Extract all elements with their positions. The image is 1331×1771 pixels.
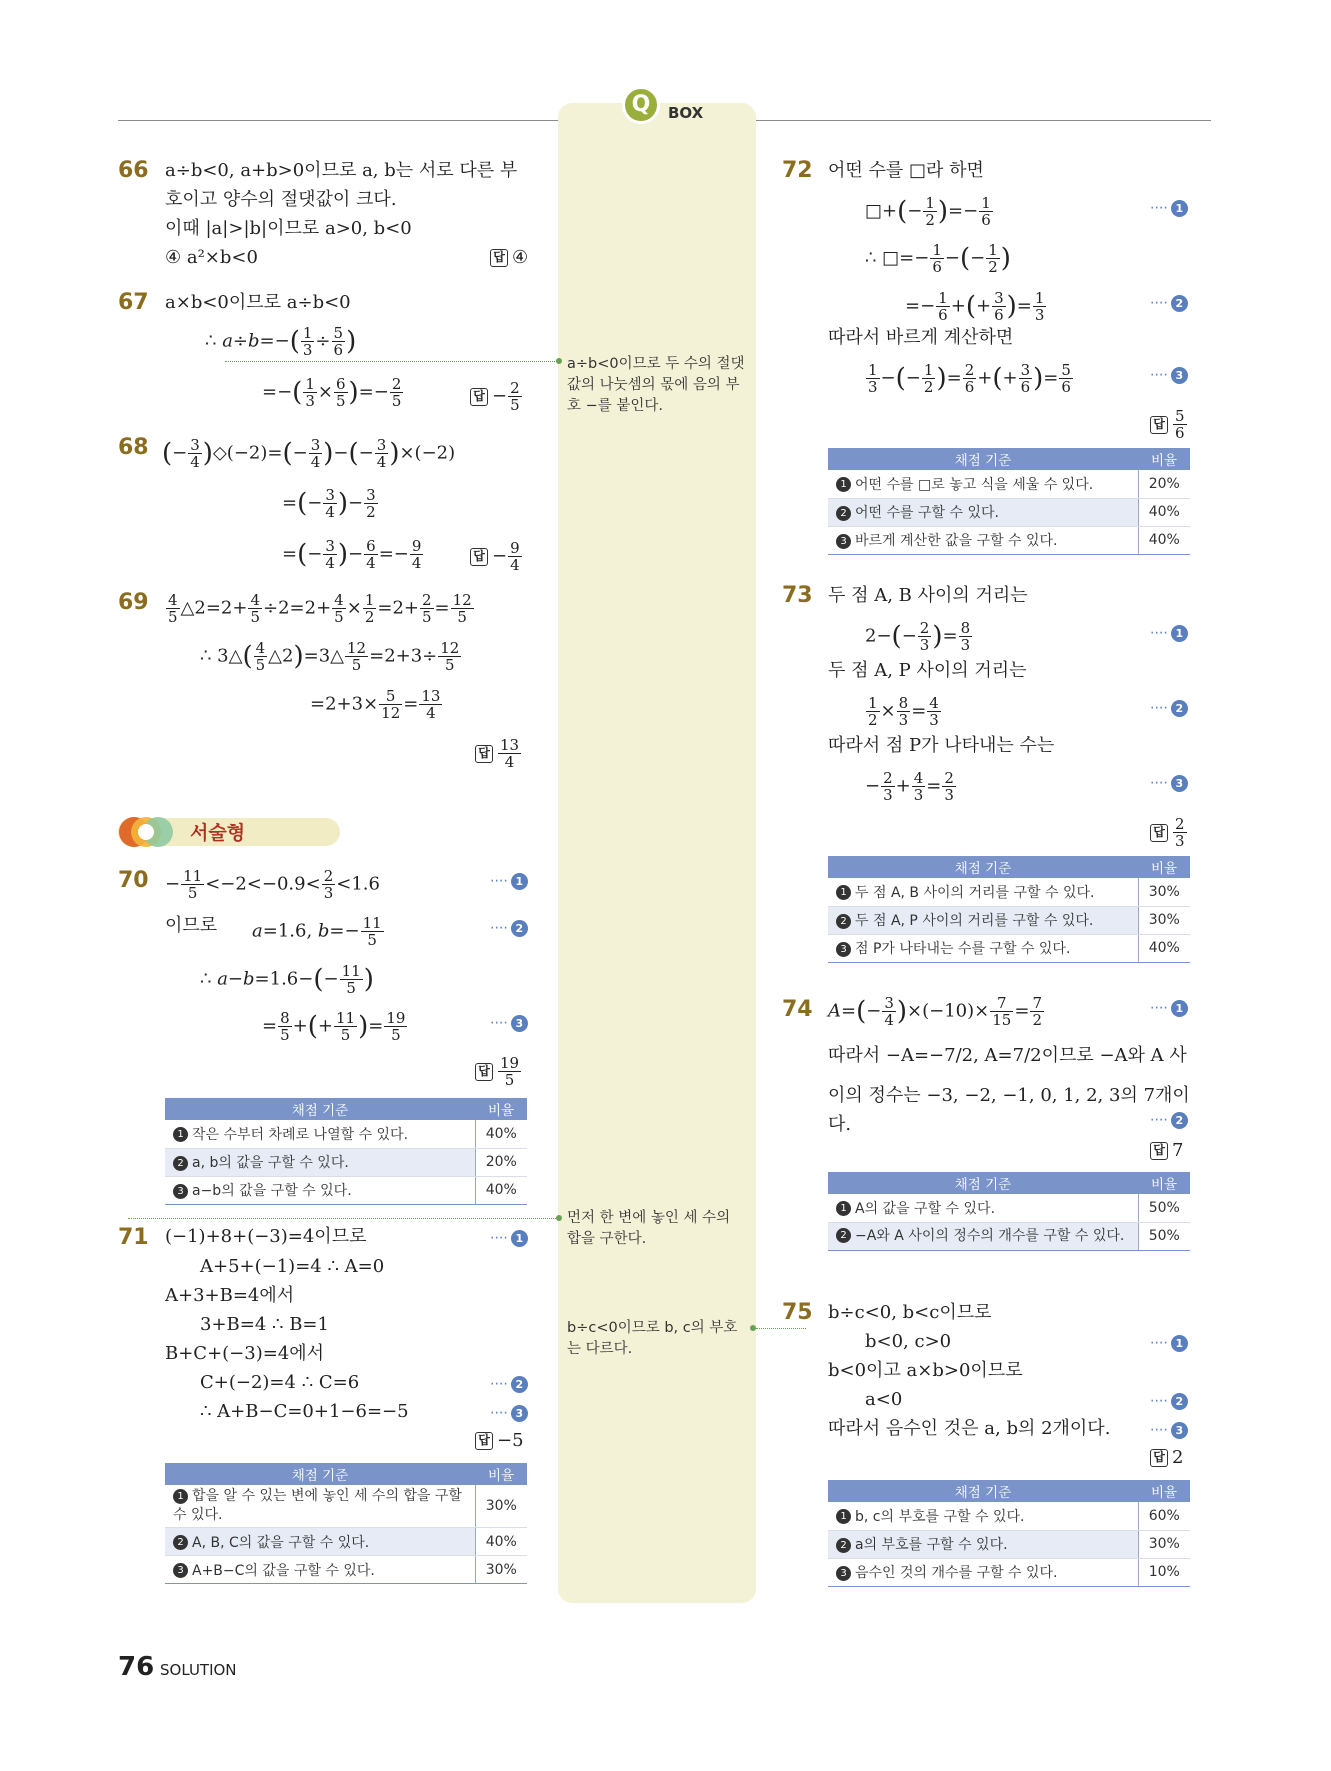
answer: 답 − $\frac{2}{5}$	[470, 380, 523, 413]
side-note: b÷c<0이므로 b, c의 부호는 다르다.	[567, 1320, 738, 1357]
math-line: = $\frac{8}{5}$ +(+ $\frac{11}{5}$ )= $\frac{19}{5}$	[262, 1009, 406, 1044]
text-line: 따라서 음수인 것은 a, b의 2개이다.	[828, 1418, 1111, 1439]
rate-header: 비율	[1138, 448, 1190, 470]
table-row: 2 두 점 A, P 사이의 거리를 구할 수 있다. 30%	[828, 906, 1190, 934]
qbox-label: BOX	[668, 104, 704, 122]
grading-table	[828, 1480, 1190, 1587]
table-row: 2 어떤 수를 구할 수 있다. 40%	[828, 498, 1190, 526]
grading-table	[165, 1098, 527, 1205]
step-marker: ···· 2	[1150, 700, 1188, 717]
math-line: □+(− $\frac{1}{2}$ )=− $\frac{1}{6}$	[865, 194, 991, 229]
grading-table	[165, 1463, 527, 1584]
math-line: $\frac{1}{3}$ −(− $\frac{1}{2}$ )= $\frac{2}{6}$ +(+ $\frac{3}{6}$ )= $\frac{5}{6}$	[868, 361, 1071, 396]
step-marker: ···· 3	[1150, 775, 1188, 792]
answer-icon: 답	[475, 745, 493, 763]
step-marker: ···· 1	[1150, 1335, 1188, 1352]
problem-number: 67	[118, 290, 149, 315]
answer-icon: 답	[475, 1432, 493, 1450]
math-line: =−( $\frac{1}{3}$ × $\frac{6}{5}$ )=− $\frac{2}{5}$	[262, 375, 402, 410]
math-line: =(− $\frac{3}{4}$ )− $\frac{3}{2}$	[282, 486, 376, 521]
math-line: $\frac{4}{5}$ △2=2+ $\frac{4}{5}$ ÷2=2+ $\frac{4}{5}$ × $\frac{1}{2}$ =2+ $\frac{2}{5}$ = $\frac{12}{5}$	[168, 591, 472, 626]
answer: 답 −5	[475, 1430, 524, 1452]
step-marker: ···· 2	[490, 920, 528, 937]
text-line: 두 점 A, P 사이의 거리는	[828, 660, 1027, 681]
text-line: 따라서 바르게 계산하면	[828, 327, 1014, 348]
answer-icon: 답	[475, 1063, 493, 1081]
answer-icon: 답	[470, 388, 488, 406]
step-marker: ···· 3	[1150, 367, 1188, 384]
problem-number: 74	[782, 997, 813, 1022]
table-row: 1 A의 값을 구할 수 있다. 50%	[828, 1194, 1190, 1222]
problem-number: 71	[118, 1225, 149, 1250]
page-number: 76	[118, 1652, 155, 1682]
text-line: (−1)+8+(−3)=4이므로	[165, 1226, 367, 1247]
criteria-header: 채점 기준	[165, 1463, 475, 1485]
step-marker: ···· 1	[1150, 625, 1188, 642]
qbox-column	[558, 103, 756, 1603]
step-marker: ···· 1	[490, 873, 528, 890]
table-row: 1 합을 알 수 있는 변에 놓인 세 수의 합을 구할 수 있다. 30%	[165, 1485, 527, 1528]
math-line: ∴ a−b=1.6−(− $\frac{11}{5}$ )	[200, 962, 374, 997]
text-line: 어떤 수를 □라 하면	[828, 160, 984, 181]
rate-header: 비율	[1138, 856, 1190, 878]
problem-number: 66	[118, 158, 149, 183]
text-line: ∴ A+B−C=0+1−6=−5	[200, 1401, 409, 1422]
table-row: 3 바르게 계산한 값을 구할 수 있다. 40%	[828, 526, 1190, 554]
math-line: =− $\frac{1}{6}$ +(+ $\frac{3}{6}$ )= $\frac{1}{3}$	[905, 289, 1045, 324]
answer-icon: 답	[490, 249, 508, 267]
step-marker: ···· 1	[1150, 1000, 1188, 1017]
footer-label: SOLUTION	[160, 1661, 237, 1679]
problem-number: 72	[782, 158, 813, 183]
math-line: ∴ 3△( $\frac{4}{5}$ △2)=3△ $\frac{12}{5}$ =2+3÷ $\frac{12}{5}$	[200, 639, 460, 674]
criteria-header: 채점 기준	[828, 1480, 1138, 1502]
step-marker: ···· 2	[1150, 1393, 1188, 1410]
text-line: A+5+(−1)=4 ∴ A=0	[200, 1256, 385, 1277]
table-row: 3 음수인 것의 개수를 구할 수 있다. 10%	[828, 1558, 1190, 1586]
table-row: 2 a, b의 값을 구할 수 있다. 20%	[165, 1148, 527, 1176]
rate-header: 비율	[1138, 1172, 1190, 1194]
essay-icon	[118, 812, 178, 852]
criteria-header: 채점 기준	[165, 1098, 475, 1120]
step-marker: ···· 3	[490, 1015, 528, 1032]
text-line: A+3+B=4에서	[165, 1285, 295, 1306]
side-note: 먼저 한 변에 놓인 세 수의 합을 구한다.	[567, 1210, 731, 1247]
text-line: b<0이고 a×b>0이므로	[828, 1360, 1023, 1381]
problem-number: 75	[782, 1300, 813, 1325]
criteria-header: 채점 기준	[828, 1172, 1138, 1194]
text-line: 호이고 양수의 절댓값이 크다.	[165, 189, 397, 210]
table-row: 3 점 P가 나타내는 수를 구할 수 있다. 40%	[828, 934, 1190, 962]
problem-number: 70	[118, 868, 149, 893]
problem-number: 73	[782, 583, 813, 608]
text-line: C+(−2)=4 ∴ C=6	[200, 1372, 360, 1393]
math-line: =2+3× $\frac{5}{12}$ = $\frac{13}{4}$	[310, 687, 441, 722]
table-row: 1 두 점 A, B 사이의 거리를 구할 수 있다. 30%	[828, 878, 1190, 906]
text-line: a<0	[865, 1389, 903, 1410]
math-line: a=1.6, b=− $\frac{11}{5}$	[252, 914, 382, 949]
answer-icon: 답	[1150, 1449, 1168, 1467]
answer: 답 $\frac{13}{4}$	[475, 737, 522, 770]
text-line: b÷c<0, b<c이므로	[828, 1302, 992, 1323]
table-row: 2 A, B, C의 값을 구할 수 있다. 40%	[165, 1528, 527, 1556]
step-marker: ···· 3	[1150, 1422, 1188, 1439]
answer-icon: 답	[1150, 824, 1168, 842]
text-line: 이때 |a|>|b|이므로 a>0, b<0	[165, 218, 412, 239]
math-line: − $\frac{2}{3}$ + $\frac{4}{3}$ = $\frac{2}{3}$	[865, 769, 954, 804]
math-line: ∴ □=− $\frac{1}{6}$ −(− $\frac{1}{2}$ )	[865, 241, 1011, 276]
grading-table	[828, 856, 1190, 963]
math-line: ∴ a÷b=−( $\frac{1}{3}$ ÷ $\frac{5}{6}$ )	[205, 324, 357, 359]
answer	[490, 247, 528, 269]
answer-icon: 답	[470, 548, 488, 566]
text-line: 두 점 A, B 사이의 거리는	[828, 585, 1028, 606]
text-line: 이의 정수는 −3, −2, −1, 0, 1, 2, 3의 7개이	[828, 1085, 1190, 1106]
note-connector	[225, 361, 559, 362]
rate-header: 비율	[475, 1098, 527, 1120]
answer: 답 7	[1150, 1140, 1183, 1162]
criteria-header: 채점 기준	[828, 856, 1138, 878]
text-line: ④ a²×b<0	[165, 247, 258, 268]
math-line: A=(− $\frac{3}{4}$ )×(−10)× $\frac{7}{15}$ = $\frac{7}{2}$	[828, 994, 1042, 1029]
math-line: − $\frac{11}{5}$ <−2<−0.9< $\frac{2}{3}$ <1.6	[165, 867, 380, 902]
math-line: (− $\frac{3}{4}$ )◇(−2)=(− $\frac{3}{4}$ )−(− $\frac{3}{4}$ )×(−2)	[162, 436, 456, 471]
step-marker: ···· 2	[1150, 1112, 1188, 1129]
rate-header: 비율	[475, 1463, 527, 1485]
essay-label: 서술형	[190, 822, 246, 844]
problem-number: 68	[118, 435, 149, 460]
answer: 답 $\frac{5}{6}$	[1150, 408, 1188, 441]
text-line: 3+B=4 ∴ B=1	[200, 1314, 329, 1335]
text-line: 따라서 점 P가 나타내는 수는	[828, 735, 1055, 756]
step-marker: ···· 2	[1150, 295, 1188, 312]
table-row: 2 −A와 A 사이의 정수의 개수를 구할 수 있다. 50%	[828, 1222, 1190, 1250]
answer: 답 − $\frac{9}{4}$	[470, 540, 523, 573]
note-dot	[556, 358, 562, 364]
step-marker: ···· 1	[1150, 200, 1188, 217]
note-connector	[756, 1328, 806, 1329]
table-row: 3 a−b의 값을 구할 수 있다. 40%	[165, 1176, 527, 1204]
table-row: 2 a의 부호를 구할 수 있다. 30%	[828, 1530, 1190, 1558]
answer-icon: 답	[1150, 1142, 1168, 1160]
step-marker: ···· 3	[490, 1405, 528, 1422]
answer: 답 $\frac{2}{3}$	[1150, 816, 1188, 849]
criteria-header: 채점 기준	[828, 448, 1138, 470]
grading-table	[828, 1172, 1190, 1251]
problem-number: 69	[118, 590, 149, 615]
text-line: 따라서 −A=−7/2, A=7/2이므로 −A와 A 사	[828, 1045, 1187, 1066]
answer: 답 2	[1150, 1447, 1183, 1469]
text-line: b<0, c>0	[865, 1331, 952, 1352]
text-line: 이므로	[165, 915, 218, 936]
table-row: 1 작은 수부터 차례로 나열할 수 있다. 40%	[165, 1120, 527, 1148]
side-note: a÷b<0이므로 두 수의 절댓값의 나눗셈의 몫에 음의 부호 −를 붙인다.	[567, 356, 745, 414]
note-dot	[750, 1325, 756, 1331]
math-line: $\frac{1}{2}$ × $\frac{8}{3}$ = $\frac{4}{3}$	[868, 694, 939, 729]
step-marker: ···· 1	[490, 1230, 528, 1247]
step-marker: ···· 2	[490, 1376, 528, 1393]
text-line: a×b<0이므로 a÷b<0	[165, 292, 351, 313]
rate-header: 비율	[1138, 1480, 1190, 1502]
text-line: a÷b<0, a+b>0이므로 a, b는 서로 다른 부	[165, 160, 518, 181]
qbox-badge: Q	[622, 86, 660, 124]
math-line: =(− $\frac{3}{4}$ )− $\frac{6}{4}$ =− $\frac{9}{4}$	[282, 537, 422, 572]
answer: 답 $\frac{19}{5}$	[475, 1055, 522, 1088]
table-row: 3 A+B−C의 값을 구할 수 있다. 30%	[165, 1556, 527, 1584]
text-line: 다.	[828, 1114, 852, 1135]
table-row: 1 어떤 수를 □로 놓고 식을 세울 수 있다. 20%	[828, 470, 1190, 498]
answer-value: ④	[512, 247, 529, 268]
math-line: 2−(− $\frac{2}{3}$ )= $\frac{8}{3}$	[865, 619, 971, 654]
grading-table	[828, 448, 1190, 555]
text-line: B+C+(−3)=4에서	[165, 1343, 325, 1364]
answer-icon: 답	[1150, 416, 1168, 434]
note-connector	[128, 1218, 560, 1219]
note-dot	[556, 1215, 562, 1221]
table-row: 1 b, c의 부호를 구할 수 있다. 60%	[828, 1502, 1190, 1530]
